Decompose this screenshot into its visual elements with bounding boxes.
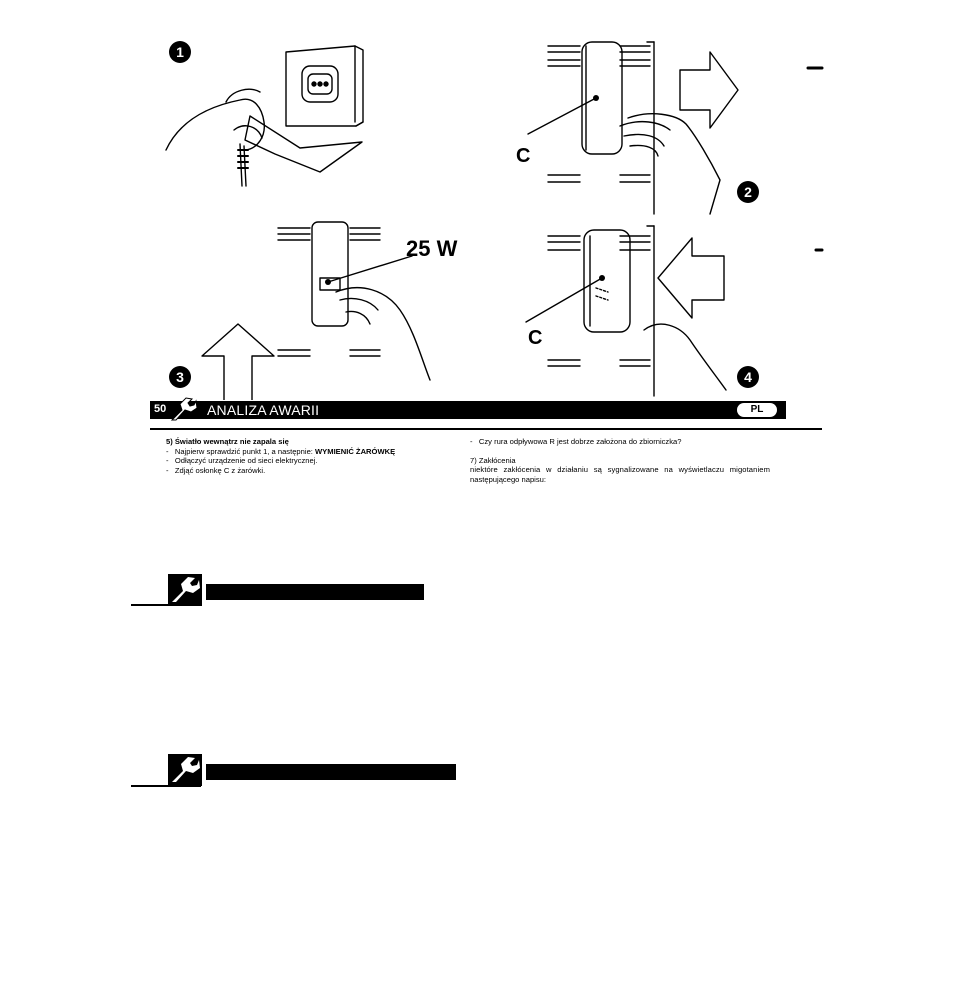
step-badge-2-label: 2 xyxy=(744,184,752,200)
left-column xyxy=(166,437,456,475)
section-title: ANALIZA AWARII xyxy=(207,402,320,418)
left-item-1-emphasis: WYMIENIĆ ŻARÓWKĘ xyxy=(315,446,396,456)
right-paragraph-line-1: niektóre zakłócenia w działaniu są sygnalizowane na wyświetlaczu migotaniem xyxy=(470,465,770,475)
left-item-1 xyxy=(166,447,456,457)
wattage-label: 25 W xyxy=(406,236,458,261)
left-item-3-text: Zdjąć osłonkę C z żarówki. xyxy=(174,465,266,475)
panel-3-replace-bulb xyxy=(202,222,430,400)
panel-2-remove-cover xyxy=(528,42,738,214)
label-c-top: C xyxy=(516,145,531,167)
step-badge-1 xyxy=(169,41,191,63)
empty-section-bar-2 xyxy=(206,764,456,780)
empty-section-rule-1 xyxy=(131,604,201,606)
left-item-2 xyxy=(166,456,456,466)
label-c-bottom: C xyxy=(528,327,543,349)
step-badge-3 xyxy=(169,366,191,388)
wrench-icon xyxy=(170,396,198,422)
left-item-3 xyxy=(166,466,456,476)
right-item-1-text: Czy rura odpływowa R jest dobrze założona do zbiorniczka? xyxy=(478,437,682,446)
wrench-icon xyxy=(168,754,202,786)
installation-illustrations xyxy=(150,30,830,400)
page-number: 50 xyxy=(154,403,167,415)
right-column xyxy=(470,437,770,484)
right-heading: 7) Zakłócenia xyxy=(470,455,516,465)
callout-dot-c-bottom xyxy=(599,275,605,281)
bullet-dash: - xyxy=(166,465,169,475)
panel-1-unplug xyxy=(166,46,363,186)
wrench-icon xyxy=(168,574,202,606)
left-item-2-text: Odłączyć urządzenie od sieci elektrycznej. xyxy=(174,456,318,466)
bullet-dash: - xyxy=(470,437,473,446)
left-item-1-text: Najpierw sprawdzić punkt 1, a następnie: xyxy=(174,446,316,456)
right-paragraph-line-2: następującego napisu: xyxy=(470,474,546,484)
callout-dot-bulb xyxy=(325,279,331,285)
language-badge: PL xyxy=(737,403,777,417)
bullet-dash: - xyxy=(166,446,169,456)
bullet-dash: - xyxy=(166,456,169,466)
callout-dot-c-top xyxy=(593,95,599,101)
right-item-1 xyxy=(470,437,770,447)
empty-section-rule-2 xyxy=(131,785,201,787)
empty-section-bar-1 xyxy=(206,584,424,600)
step-badge-4 xyxy=(737,366,759,388)
step-badge-3-label: 3 xyxy=(176,369,184,385)
step-badge-4-label: 4 xyxy=(744,369,752,385)
left-heading: 5) Światło wewnątrz nie zapala się xyxy=(166,437,289,446)
step-badge-2 xyxy=(737,181,759,203)
step-badge-1-label: 1 xyxy=(176,44,184,60)
panel-4-refit-cover xyxy=(526,226,726,396)
header-rule xyxy=(150,428,822,430)
